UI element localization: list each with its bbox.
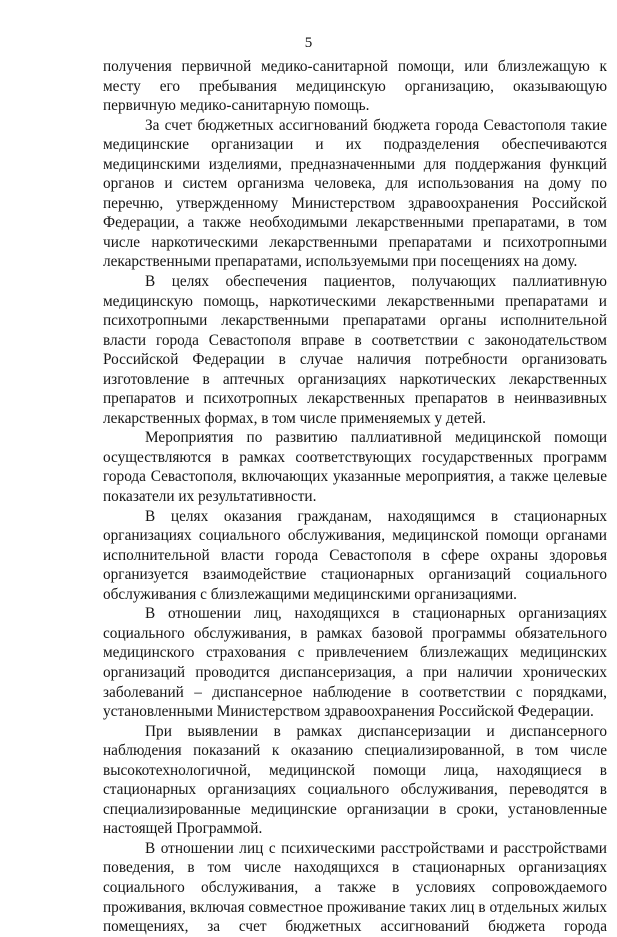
- paragraph-continuation: получения первичной медико-санитарной помощи, или близлежащую к месту его пребывания медицинскую организацию, оказывающую первичную медико-санитарную помощь.: [103, 58, 607, 115]
- paragraph-specialized-care-transfer: При выявлении в рамках диспансеризации и диспансерного наблюдения показаний к оказанию специализированной, в том числе высокотехнологичной, медицинской помощи лица, находящиеся в стационарных организациях социального обслуживания, переводятся в специализированные медицинские организации в сроки, установленные настоящей Программой.: [103, 722, 607, 838]
- paragraph-palliative-programs: Мероприятия по развитию паллиативной медицинской помощи осуществляются в рамках соответствующих государственных программ города Севастополя, включающих указанные мероприятия, а также целевые показатели их результативности.: [103, 429, 607, 506]
- paragraph-mental-disorders: В отношении лиц с психическими расстройствами и расстройствами поведения, в том числе находящихся в стационарных организациях социального обслуживания, а также в условиях сопровождаемого проживания, включая совместное проживание таких лиц в отдельных жилых помещениях, за счет бюджетных ассигнований бюджета города: [103, 839, 607, 936]
- paragraph-budget-medical-devices: За счет бюджетных ассигнований бюджета города Севастополя такие медицинские организации и их подразделения обеспечиваются медицинскими изделиями, предназначенными для поддержания функций органов и систем организма человека, для использования на дому по перечню, утвержденному Министерством здравоохранения Российской Федерации, а также необходимыми лекарственными препаратами, в том числе наркотическими лекарственными препаратами и психотропными лекарственными препаратами, используемыми при посещениях на дому.: [103, 116, 607, 271]
- paragraph-palliative-drugs: В целях обеспечения пациентов, получающих паллиативную медицинскую помощь, наркотическими лекарственными препаратами и психотропными лекарственными препаратами органы исполнительной власти города Севастополя вправе в соответствии с законодательством Российской Федерации в случае наличия потребности организовать изготовление в аптечных организациях наркотических лекарственных препаратов и психотропных лекарственных препаратов в неинвазивных лекарственных формах, в том числе применяемых у детей.: [103, 273, 607, 427]
- paragraph-dispensary-examination: В отношении лиц, находящихся в стационарных организациях социального обслуживания, в рамках базовой программы обязательного медицинского страхования с привлечением близлежащих медицинских организаций проводится диспансеризация, а при наличии хронических заболеваний – диспансерное наблюдение в соответствии с порядками, установленными Министерством здравоохранения Российской Федерации.: [103, 605, 607, 721]
- page-number: 5: [304, 35, 313, 51]
- document-body: [103, 57, 607, 937]
- paragraph-social-service-interaction: В целях оказания гражданам, находящимся в стационарных организациях социального обслуживания, медицинской помощи органами исполнительной власти города Севастополя в сфере охраны здоровья организуется взаимодействие стационарных организаций социального обслуживания с близлежащими медицинскими организациями.: [103, 507, 607, 603]
